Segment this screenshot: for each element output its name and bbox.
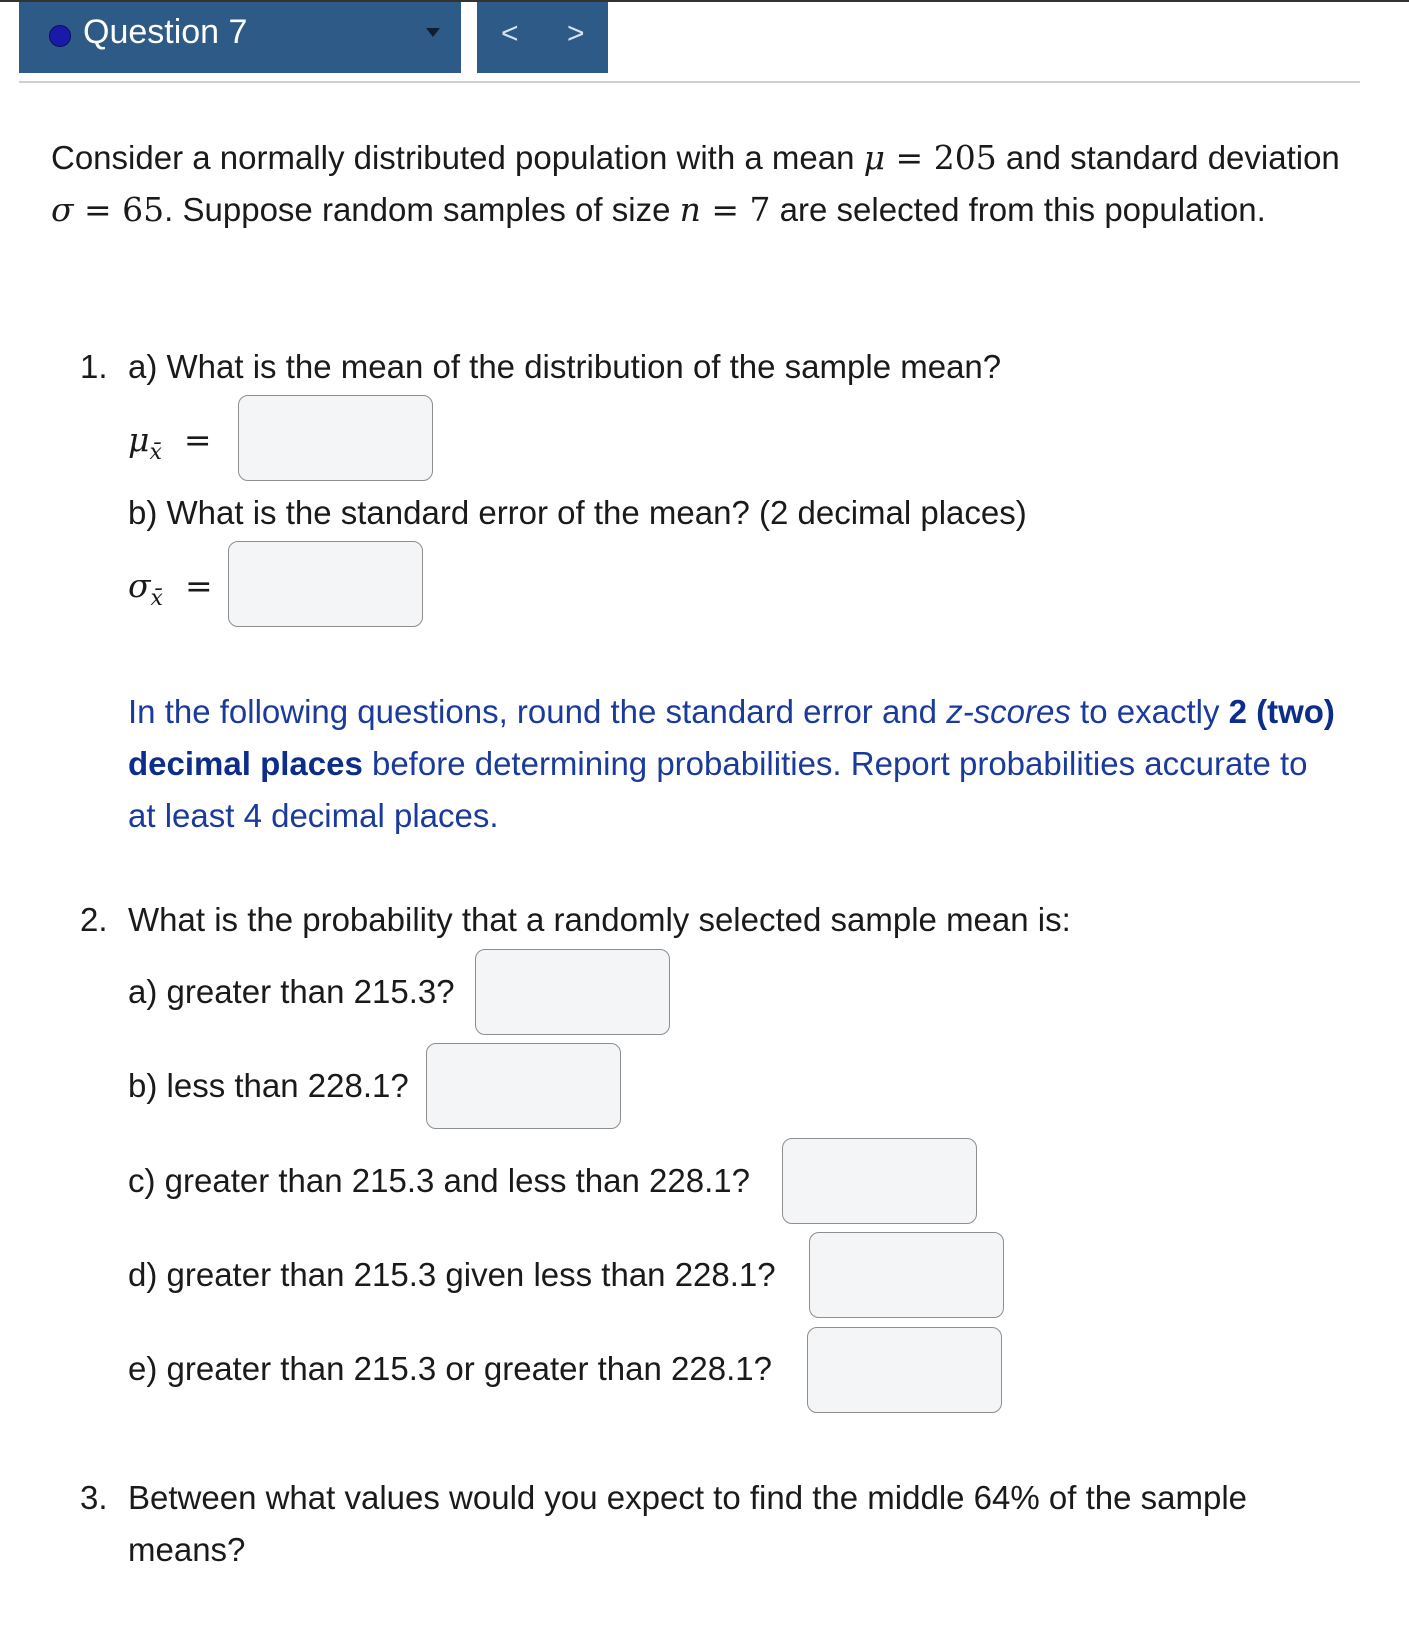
status-dot-icon — [49, 25, 71, 47]
q2a-text: a) greater than 215.3? — [128, 973, 455, 1010]
q1a-text: a) What is the mean of the distribution of the sample mean? — [128, 348, 1002, 385]
q2e-text: e) greater than 215.3 or greater than 228.1? — [128, 1350, 772, 1387]
mu-xbar-input[interactable] — [238, 395, 433, 481]
q3-text-line1: Between what values would you expect to find the middle 64% of the sample — [128, 1479, 1248, 1516]
next-question-button[interactable]: > — [567, 17, 585, 50]
divider — [19, 81, 1360, 83]
q3-number: 3. — [80, 1479, 108, 1516]
q2d-input[interactable] — [809, 1232, 1004, 1318]
dropdown-arrow-icon[interactable] — [426, 28, 440, 37]
q2c-text: c) greater than 215.3 and less than 228.1? — [128, 1162, 750, 1199]
question-selector[interactable] — [19, 2, 461, 73]
question-label: Question 7 — [83, 13, 248, 51]
q2e-input[interactable] — [807, 1327, 1002, 1413]
q1b-text: b) What is the standard error of the mean? (2 decimal places) — [128, 494, 1027, 531]
rounding-instructions: In the following questions, round the standard error and z-scores to exactly 2 (two) decimal places before determining probabilities. Report probabilities accurate to at least 4 decimal places. — [128, 693, 1335, 834]
q2a-input[interactable] — [475, 949, 670, 1035]
q2b-input[interactable] — [426, 1043, 621, 1129]
prev-question-button[interactable]: < — [501, 17, 519, 50]
q2d-text: d) greater than 215.3 given less than 228.1? — [128, 1256, 776, 1293]
question-nav — [477, 2, 608, 73]
mu-xbar-label: $\mu_{x̄}$ = — [128, 420, 212, 465]
q2-text: What is the probability that a randomly selected sample mean is: — [128, 901, 1071, 938]
q3-text-line2: means? — [128, 1531, 246, 1568]
intro-paragraph: Consider a normally distributed population with a mean μ = 205 and standard deviation σ = 65. Suppose random samples of size n = 7 are selected from this population. — [51, 138, 1340, 229]
q2c-input[interactable] — [782, 1138, 977, 1224]
q2-number: 2. — [80, 901, 108, 938]
sigma-xbar-label: $\sigma_{x̄}$ = — [128, 566, 213, 611]
q1-number: 1. — [80, 348, 108, 385]
sigma-xbar-input[interactable] — [228, 541, 423, 627]
q2b-text: b) less than 228.1? — [128, 1067, 409, 1104]
